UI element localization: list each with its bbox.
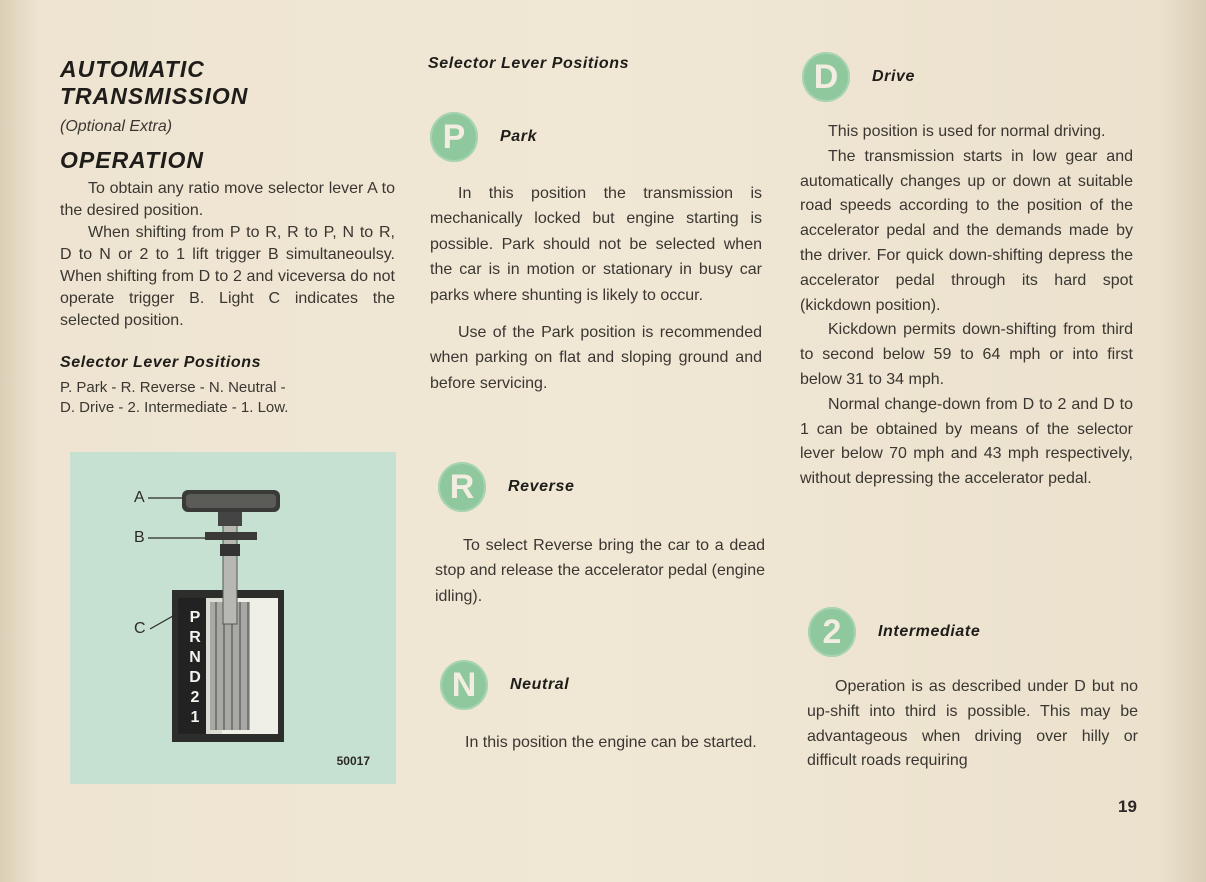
positions-line-2: D. Drive - 2. Intermediate - 1. Low. xyxy=(60,399,289,416)
intermediate-title: Intermediate xyxy=(878,623,981,640)
park-paragraph-1: In this position the transmission is mechanically locked but engine starting is possible. Park should not be selected when the car is in motion or stationary in busy car parks where shunting is likely to occur. xyxy=(430,185,762,304)
gate-letter-n: N xyxy=(189,649,201,666)
park-title: Park xyxy=(500,128,538,145)
label-a: A xyxy=(134,489,145,506)
drive-paragraph-3: Kickdown permits down-shifting from third to second below 59 to 64 mph or into first below 31 to 34 mph. xyxy=(800,321,1133,388)
gate-letter-2: 2 xyxy=(190,689,200,706)
trigger-collar xyxy=(220,544,240,556)
selector-lever-illustration xyxy=(70,452,396,784)
intermediate-badge: 2 xyxy=(808,607,856,657)
gate-letters xyxy=(186,608,204,728)
neutral-body xyxy=(437,730,767,756)
drive-paragraph-2: The transmission starts in low gear and automatically changes up or down at suitable road speeds according to the position of the accelerator pedal and the demands made by the driver. For quick down-shifting depress the accelerator pedal through its hard spot (kickdown position). xyxy=(800,147,1133,314)
drive-body xyxy=(800,120,1133,492)
neutral-header xyxy=(440,660,569,710)
park-body xyxy=(430,181,762,396)
park-paragraph-2: Use of the Park position is recommended when parking on flat and sloping ground and before servicing. xyxy=(430,324,762,392)
intermediate-paragraph: Operation is as described under D but no up-shift into third is possible. This may be advantageous when driving over hilly or difficult roads requiring xyxy=(807,678,1138,770)
reverse-badge: R xyxy=(438,462,486,512)
knob-texture xyxy=(186,494,276,508)
subtitle: (Optional Extra) xyxy=(60,118,173,135)
neutral-paragraph: In this position the engine can be started. xyxy=(465,734,757,751)
park-header xyxy=(430,112,537,162)
gate-letter-p: P xyxy=(189,609,201,626)
reverse-paragraph: To select Reverse bring the car to a dead stop and release the accelerator pedal (engine idling). xyxy=(435,537,765,605)
intermediate-header xyxy=(808,607,980,657)
neutral-badge: N xyxy=(440,660,488,710)
reverse-body xyxy=(435,533,765,609)
operation-heading: OPERATION xyxy=(60,147,205,173)
drive-paragraph-1: This position is used for normal driving. xyxy=(828,123,1106,140)
drive-badge: D xyxy=(802,52,850,102)
operation-paragraph-1: To obtain any ratio move selector lever A to the desired position. xyxy=(60,180,395,219)
knob-neck xyxy=(218,512,242,526)
left-column xyxy=(60,56,395,418)
reverse-header xyxy=(438,462,574,512)
neutral-title: Neutral xyxy=(510,676,570,693)
gate-letter-1: 1 xyxy=(190,709,200,726)
figure-number: 50017 xyxy=(336,754,370,768)
trigger-b xyxy=(205,532,257,540)
selector-heading-left: Selector Lever Positions xyxy=(60,354,262,371)
selector-lever-figure xyxy=(70,452,396,784)
intermediate-body xyxy=(807,675,1138,774)
page-number: 19 xyxy=(1118,797,1137,816)
lever-shaft xyxy=(223,514,237,624)
park-badge: P xyxy=(430,112,478,162)
gate-letter-r: R xyxy=(189,629,201,646)
operation-paragraph-2: When shifting from P to R, R to P, N to R, D to N or 2 to 1 lift trigger B simultaneoulsy. When shifting from D to 2 and viceversa do not operate trigger B. Light C indicates the selected position. xyxy=(60,224,395,329)
gate-letter-d: D xyxy=(189,669,201,686)
drive-header xyxy=(802,52,915,102)
label-c: C xyxy=(134,620,146,637)
title-line-2: TRANSMISSION xyxy=(60,83,249,109)
selector-heading-middle: Selector Lever Positions xyxy=(428,55,630,72)
label-b: B xyxy=(134,529,145,546)
reverse-title: Reverse xyxy=(508,478,575,495)
title-line-1: AUTOMATIC xyxy=(60,56,205,82)
positions-line-1: P. Park - R. Reverse - N. Neutral - xyxy=(60,379,286,396)
drive-paragraph-4: Normal change-down from D to 2 and D to 1 can be obtained by means of the selector lever below 70 mph and 43 mph respectively, without depressing the accelerator pedal. xyxy=(800,395,1133,488)
drive-title: Drive xyxy=(872,68,916,85)
